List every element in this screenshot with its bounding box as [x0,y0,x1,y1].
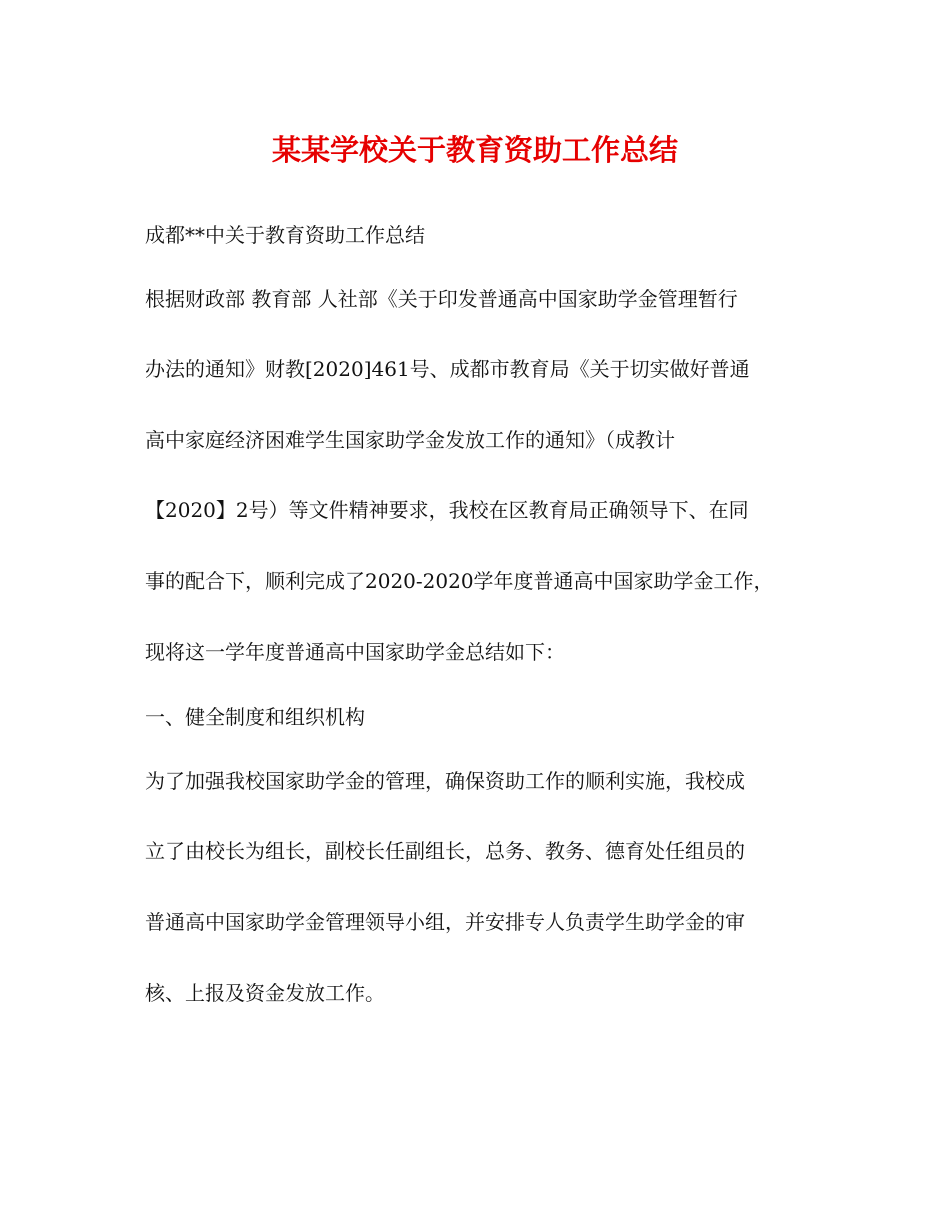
paragraph-line: 根据财政部 教育部 人社部《关于印发普通高中国家助学金管理暂行 [145,287,738,311]
paragraph-line: 办法的通知》财教[2020]461号、成都市教育局《关于切实做好普通 [145,357,750,381]
paragraph-line: 高中家庭经济困难学生国家助学金发放工作的通知》（成教计 [145,428,675,452]
paragraph-line: 普通高中国家助学金管理领导小组，并安排专人负责学生助学金的审 [145,910,745,934]
paragraph-line: 事的配合下，顺利完成了2020-2020学年度普通高中国家助学金工作， [145,569,774,593]
document-title: 某某学校关于教育资助工作总结 [271,133,678,167]
paragraph-line: 【2020】2号）等文件精神要求，我校在区教育局正确领导下、在同 [145,498,749,522]
paragraph-line: 现将这一学年度普通高中国家助学金总结如下： [145,640,565,664]
paragraph-line: 为了加强我校国家助学金的管理，确保资助工作的顺利实施，我校成 [145,769,745,793]
paragraph-line: 立了由校长为组长，副校长任副组长，总务、教务、德育处任组员的 [145,839,745,863]
paragraph-line: 核、上报及资金发放工作。 [145,981,385,1005]
section-heading: 一、健全制度和组织机构 [145,705,365,729]
subtitle-line: 成都**中关于教育资助工作总结 [145,223,425,247]
